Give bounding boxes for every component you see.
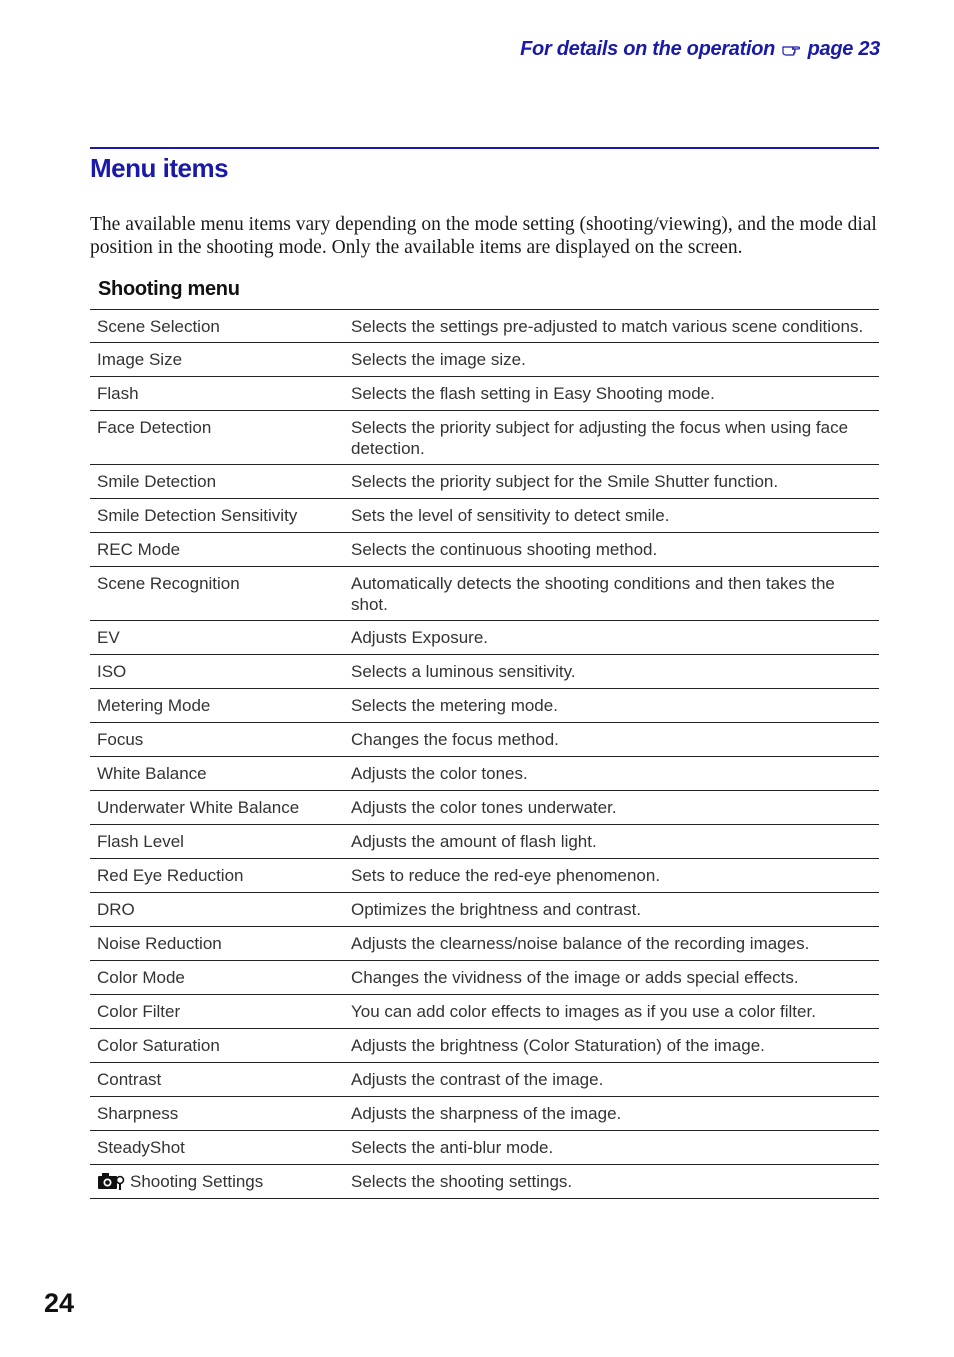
table-row [90,343,879,377]
table-row [90,621,879,655]
table-row [90,893,879,927]
menu-item-description: Selects the priority subject for adjusting the focus when using face detection. [351,418,849,458]
table-row [90,1097,879,1131]
section-title: Menu items [90,153,229,183]
operation-reference-label: For details on the operation [520,38,776,60]
menu-item-description: Selects the settings pre-adjusted to match various scene conditions. [351,317,864,336]
table-row [90,655,879,689]
menu-item-label: Face Detection [97,418,212,437]
menu-item-label: Metering Mode [97,696,211,715]
menu-item-description: Sets the level of sensitivity to detect smile. [351,506,670,525]
menu-item-label: DRO [97,900,135,919]
menu-item-description: Sets to reduce the red-eye phenomenon. [351,866,661,885]
menu-item-label: Flash Level [97,832,184,851]
menu-item-label: Shooting Settings [130,1172,264,1191]
menu-item-cell [90,1029,343,1063]
menu-item-label: Color Saturation [97,1036,220,1055]
menu-item-description: Automatically detects the shooting conditions and then takes the shot. [351,574,835,614]
menu-item-label: Contrast [97,1070,162,1089]
menu-item-description: Selects the continuous shooting method. [351,540,658,559]
menu-item-description: Selects a luminous sensitivity. [351,662,576,681]
page-number: 24 [44,1288,75,1318]
shooting-menu-table [90,309,879,1199]
menu-item-cell [90,499,343,533]
menu-item-description: Changes the focus method. [351,730,559,749]
menu-item-label: SteadyShot [97,1138,185,1157]
intro-paragraph: The available menu items vary depending on the mode setting (shooting/viewing), and the mode dial position in the shooting mode. Only the available items are displayed on the screen. [90,214,877,258]
menu-item-description: Adjusts the brightness (Color Staturation) of the image. [351,1036,765,1055]
menu-item-cell [90,961,343,995]
table-row [90,961,879,995]
menu-item-label: Image Size [97,350,183,369]
table-row [90,995,879,1029]
menu-item-label: Noise Reduction [97,934,222,953]
table-row [90,859,879,893]
menu-item-cell [90,893,343,927]
menu-item-cell [90,791,343,825]
menu-item-cell [90,621,343,655]
menu-item-label: Smile Detection [97,472,217,491]
table-row [90,757,879,791]
menu-item-cell [90,1131,343,1165]
table-row [90,567,879,621]
menu-item-description: Selects the priority subject for the Smile Shutter function. [351,472,779,491]
menu-item-cell [90,1097,343,1131]
table-row [90,411,879,465]
menu-item-cell [90,995,343,1029]
menu-item-description: Selects the metering mode. [351,696,558,715]
menu-item-label: EV [97,628,120,647]
menu-item-label: Flash [97,384,139,403]
table-row [90,310,879,343]
menu-item-description: Selects the flash setting in Easy Shooting mode. [351,384,715,403]
menu-item-cell [90,343,343,377]
menu-item-description: Adjusts the color tones underwater. [351,798,617,817]
table-row [90,465,879,499]
menu-item-cell [90,757,343,791]
menu-item-description: Selects the image size. [351,350,526,369]
operation-reference-page: page 23 [807,38,880,60]
menu-item-label: REC Mode [97,540,181,559]
menu-item-description: Changes the vividness of the image or adds special effects. [351,968,799,987]
camera-settings-icon [97,1171,125,1191]
pointing-hand-icon [782,38,800,61]
menu-item-description: Adjusts the color tones. [351,764,528,783]
menu-item-description: Adjusts the amount of flash light. [351,832,597,851]
menu-item-description: Adjusts Exposure. [351,628,489,647]
menu-item-label: Smile Detection Sensitivity [97,506,298,525]
table-row [90,1029,879,1063]
menu-item-label: Focus [97,730,144,749]
table-row [90,689,879,723]
menu-item-description: Adjusts the clearness/noise balance of the recording images. [351,934,810,953]
menu-item-description: Adjusts the contrast of the image. [351,1070,604,1089]
menu-item-description: Optimizes the brightness and contrast. [351,900,642,919]
table-row [90,377,879,411]
menu-item-cell [90,689,343,723]
table-row [90,1165,879,1199]
operation-reference[interactable] [520,38,880,61]
menu-item-cell [90,567,343,621]
table-row [90,499,879,533]
menu-item-cell [90,310,343,343]
menu-item-description: You can add color effects to images as if you use a color filter. [351,1002,816,1021]
menu-item-cell [90,1063,343,1097]
table-row [90,927,879,961]
menu-item-cell [90,377,343,411]
table-row [90,1131,879,1165]
menu-item-cell [90,723,343,757]
menu-item-label: Underwater White Balance [97,798,300,817]
menu-item-cell [90,411,343,465]
table-row [90,533,879,567]
menu-item-label: Scene Recognition [97,574,240,593]
menu-item-cell [90,927,343,961]
menu-item-label: Red Eye Reduction [97,866,244,885]
menu-item-cell [90,859,343,893]
menu-item-cell [90,1165,343,1199]
menu-item-label: Color Filter [97,1002,181,1021]
menu-item-cell [90,655,343,689]
menu-item-label: Color Mode [97,968,185,987]
menu-item-label: Scene Selection [97,317,220,336]
menu-item-description: Selects the anti-blur mode. [351,1138,554,1157]
table-row [90,1063,879,1097]
menu-item-label: Sharpness [97,1104,179,1123]
table-row [90,723,879,757]
menu-item-cell [90,533,343,567]
menu-item-label: White Balance [97,764,207,783]
menu-item-cell [90,465,343,499]
shooting-menu-title: Shooting menu [98,278,240,300]
menu-item-cell [90,825,343,859]
menu-item-description: Selects the shooting settings. [351,1172,573,1191]
table-row [90,825,879,859]
menu-item-label: ISO [97,662,127,681]
section-divider [90,147,879,149]
menu-item-description: Adjusts the sharpness of the image. [351,1104,622,1123]
table-row [90,791,879,825]
